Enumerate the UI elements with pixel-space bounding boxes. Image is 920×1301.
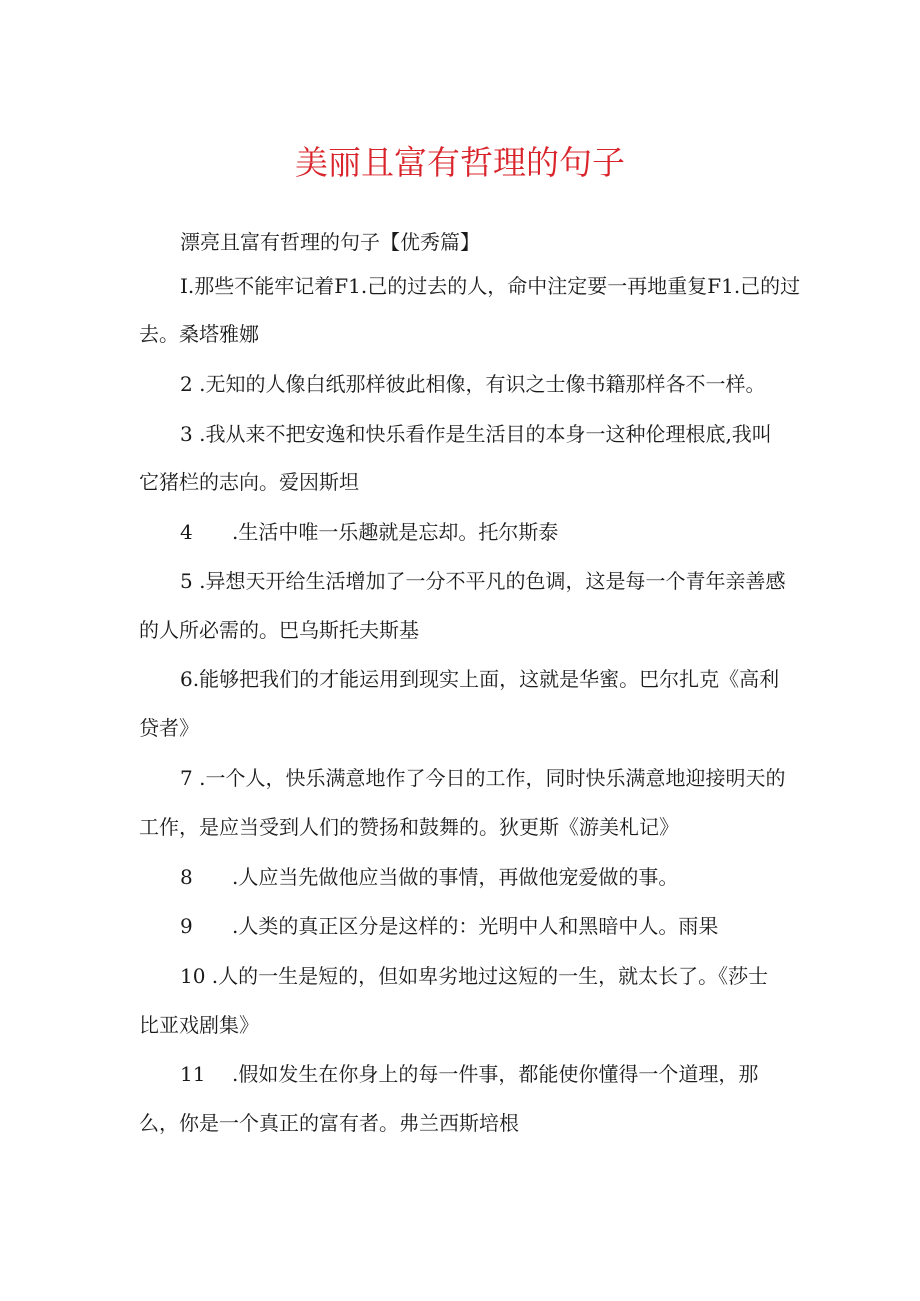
- quote-line-cont: 贷者》: [139, 716, 199, 740]
- quote-text: .假如发生在你身上的每一件事，都能使你懂得一个道理，那: [232, 1062, 759, 1086]
- quote-number: 10: [180, 964, 206, 988]
- quote-text: .人类的真正区分是这样的：光明中人和黑暗中人。雨果: [232, 914, 719, 938]
- quote-line: [180, 1059, 758, 1089]
- quote-text: .异想天开给生活增加了一分不平凡的色调，这是每一个青年亲善感: [192, 569, 786, 593]
- quote-text: 那些不能牢记着F1.己的过去的人，命中注定要一再地重复F1.己的过: [194, 274, 801, 298]
- quote-line: [180, 271, 800, 301]
- quote-text: .一个人，快乐满意地作了今日的工作，同时快乐满意地迎接明天的: [192, 766, 786, 790]
- subtitle: 漂亮且富有哲理的句子【优秀篇】: [180, 230, 480, 254]
- quote-number: 5: [180, 569, 193, 593]
- quote-line: [180, 961, 768, 991]
- quote-line: [180, 369, 765, 399]
- quote-text: .能够把我们的才能运用到现实上面，这就是华蜜。巴尔扎克《高利: [192, 667, 780, 691]
- quote-text: .人应当先做他应当做的事情，再做他宠爱做的事。: [232, 865, 679, 889]
- quote-number: 2: [180, 372, 193, 396]
- quote-number: 11: [180, 1062, 206, 1086]
- quote-line: [180, 419, 772, 449]
- quote-number: 7: [180, 766, 193, 790]
- page-title: 美丽且富有哲理的句子: [295, 143, 625, 182]
- quote-line-cont: 它猪栏的志向。爱因斯坦: [139, 470, 359, 494]
- quote-line-cont: 工作，是应当受到人们的赞扬和鼓舞的。狄更斯《游美札记》: [139, 815, 679, 839]
- quote-number: 9: [180, 914, 193, 938]
- quote-text: .生活中唯一乐趣就是忘却。托尔斯泰: [232, 520, 559, 544]
- quote-number: 4: [180, 520, 193, 544]
- quote-line-cont: 比亚戏剧集》: [139, 1013, 259, 1037]
- quote-line: [180, 517, 558, 547]
- quote-number: 3: [180, 422, 193, 446]
- quote-line: [180, 911, 718, 941]
- quote-number: I.: [180, 274, 195, 298]
- quote-number: 6: [180, 667, 193, 691]
- quote-line-cont: 去。桑塔雅娜: [139, 322, 259, 346]
- quote-line: [180, 862, 678, 892]
- quote-text: .人的一生是短的，但如卑劣地过这短的一生，就太长了。《莎士: [205, 964, 769, 988]
- quote-number: 8: [180, 865, 193, 889]
- quote-line: [180, 763, 785, 793]
- quote-text: .无知的人像白纸那样彼此相像，有识之士像书籍那样各不一样。: [192, 372, 766, 396]
- quote-text: .我从来不把安逸和快乐看作是生活目的本身一这种伦理根底,我叫: [192, 422, 772, 446]
- quote-line-cont: 的人所必需的。巴乌斯托夫斯基: [139, 618, 419, 642]
- quote-line-cont: 么，你是一个真正的富有者。弗兰西斯培根: [139, 1111, 519, 1135]
- quote-line: [180, 566, 785, 596]
- quote-line: [180, 664, 779, 694]
